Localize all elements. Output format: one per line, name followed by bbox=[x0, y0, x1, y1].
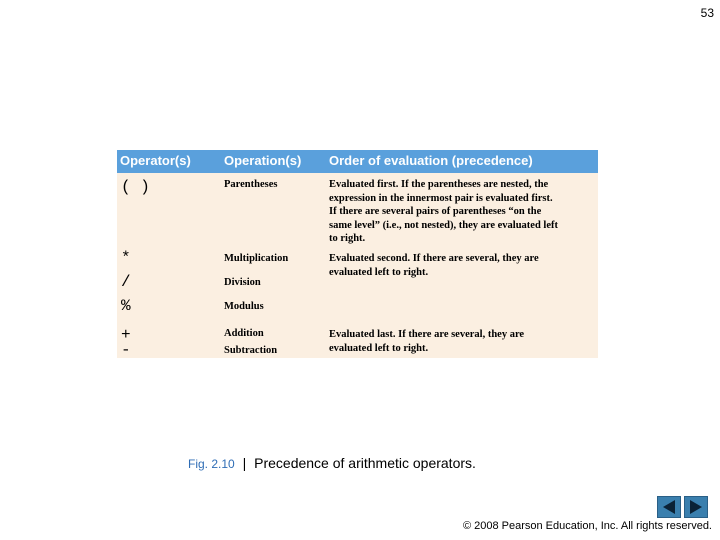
operator-modulus: % bbox=[121, 297, 131, 315]
operator-multiplication: * bbox=[121, 249, 131, 267]
order-second-line: Evaluated second. If there are several, they are bbox=[329, 253, 539, 264]
copyright-notice: © 2008 Pearson Education, Inc. All rights reserved. bbox=[462, 520, 712, 532]
order-parentheses-line: to right. bbox=[329, 233, 366, 245]
operation-division: Division bbox=[224, 277, 261, 288]
header-order: Order of evaluation (precedence) bbox=[329, 153, 533, 168]
order-second-line: evaluated left to right. bbox=[329, 266, 429, 278]
triangle-left-icon bbox=[658, 497, 680, 517]
caption-separator: | bbox=[242, 455, 247, 471]
order-parentheses-line: Evaluated first. If the parentheses are nested, the bbox=[329, 179, 549, 190]
operation-subtraction: Subtraction bbox=[224, 345, 278, 356]
operation-parentheses: Parentheses bbox=[224, 179, 278, 190]
figure-caption bbox=[188, 455, 476, 471]
previous-slide-button[interactable] bbox=[657, 496, 681, 518]
header-operators: Operator(s) bbox=[120, 153, 191, 168]
triangle-right-icon bbox=[685, 497, 707, 517]
order-last-line: evaluated left to right. bbox=[329, 342, 429, 354]
operation-addition: Addition bbox=[224, 328, 264, 339]
precedence-table bbox=[117, 150, 598, 358]
order-parentheses-line: expression in the innermost pair is evaluated first. bbox=[329, 192, 553, 204]
operator-parentheses: ( ) bbox=[121, 178, 150, 196]
next-slide-button[interactable] bbox=[684, 496, 708, 518]
operator-subtraction: - bbox=[121, 341, 131, 359]
operator-addition: + bbox=[121, 326, 131, 344]
figure-number: Fig. 2.10 bbox=[188, 457, 235, 471]
order-parentheses-line: If there are several pairs of parentheses “on the bbox=[329, 206, 542, 218]
operator-division: / bbox=[121, 273, 131, 291]
header-operations: Operation(s) bbox=[224, 153, 302, 168]
operation-modulus: Modulus bbox=[224, 301, 264, 312]
page-number: 53 bbox=[700, 6, 714, 20]
order-last-line: Evaluated last. If there are several, they are bbox=[329, 329, 525, 340]
caption-text: Precedence of arithmetic operators. bbox=[254, 455, 476, 471]
table-header bbox=[117, 150, 598, 173]
operation-multiplication: Multiplication bbox=[224, 253, 289, 264]
order-parentheses-line: same level” (i.e., not nested), they are evaluated left bbox=[329, 219, 559, 231]
